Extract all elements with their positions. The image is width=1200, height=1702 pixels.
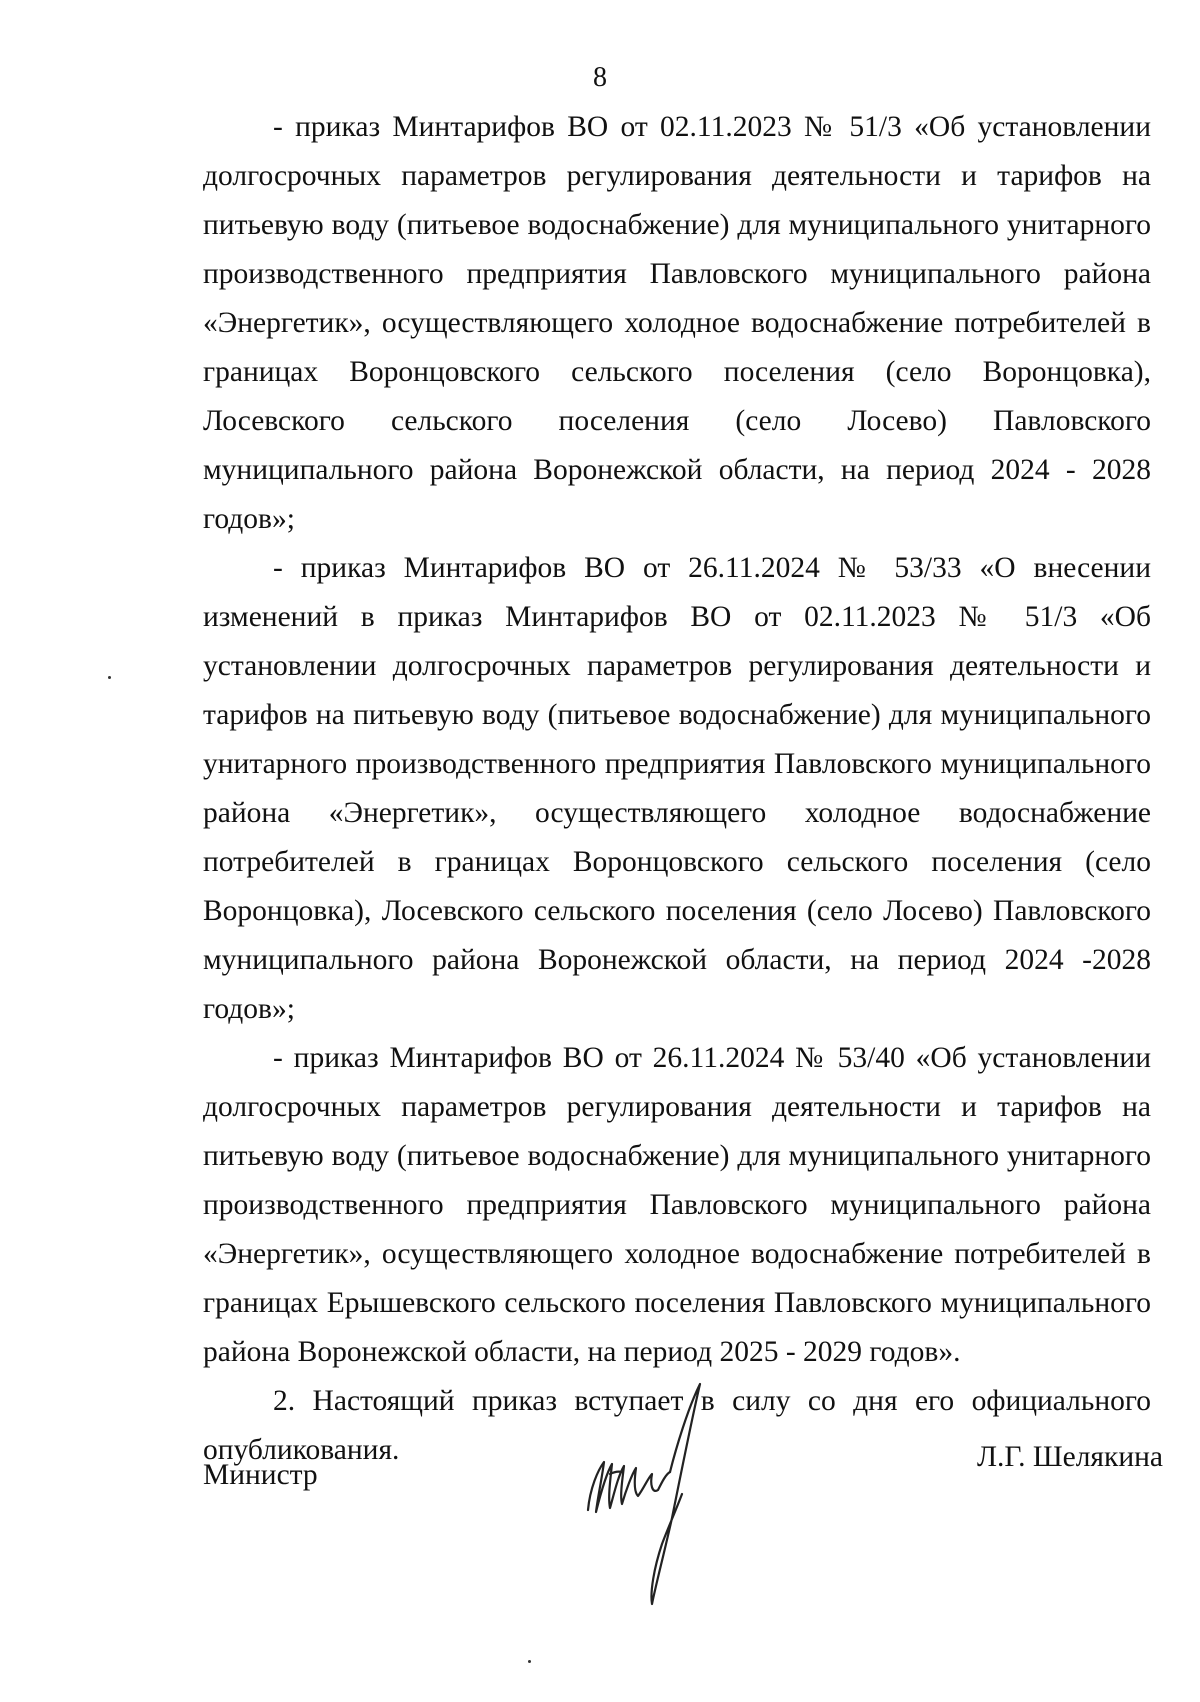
signatory-title: Министр — [203, 1459, 318, 1491]
paragraph-order-53-40: - приказ Минтарифов ВО от 26.11.2024 № 53/40 «Об установлении долгосрочных параметров регулирования деятельности и тарифов на питьевую воду (питьевое водоснабжение) для муниципального унитарного производственного предприятия Павловского муниципального района «Энергетик», осуществляющего холодное водоснабжение потребителей в границах Ерышевского сельского поселения Павловского муниципального района Воронежской области, на период 2025 - 2029 годов». — [203, 1042, 1151, 1368]
scan-speck — [108, 676, 111, 679]
paragraph-order-51-3: - приказ Минтарифов ВО от 02.11.2023 № 51/3 «Об установлении долгосрочных параметров регулирования деятельности и тарифов на питьевую воду (питьевое водоснабжение) для муниципального унитарного производственного предприятия Павловского муниципального района «Энергетик», осуществляющего холодное водоснабжение потребителей в границах Воронцовского сельского поселения (село Воронцовка), Лосевского сельского поселения (село Лосево) Павловского муниципального района Воронежской области, на период 2024 - 2028 годов»; — [203, 111, 1151, 535]
handwritten-signature — [580, 1378, 740, 1608]
paragraph-effective-date: 2. Настоящий приказ вступает в силу со дня его официального опубликования. — [203, 1385, 1151, 1466]
scan-speck — [528, 1660, 531, 1663]
page-number: 8 — [593, 62, 607, 93]
signatory-name: Л.Г. Шелякина — [976, 1441, 1163, 1473]
document-body — [203, 103, 1151, 1475]
paragraph-order-53-33: - приказ Минтарифов ВО от 26.11.2024 № 53/33 «О внесении изменений в приказ Минтарифов ВО от 02.11.2023 № 51/3 «Об установлении долгосрочных параметров регулирования деятельности и тарифов на питьевую воду (питьевое водоснабжение) для муниципального унитарного производственного предприятия Павловского муниципального района «Энергетик», осуществляющего холодное водоснабжение потребителей в границах Воронцовского сельского поселения (село Воронцовка), Лосевского сельского поселения (село Лосево) Павловского муниципального района Воронежской области, на период 2024 -2028 годов»; — [203, 552, 1151, 1025]
